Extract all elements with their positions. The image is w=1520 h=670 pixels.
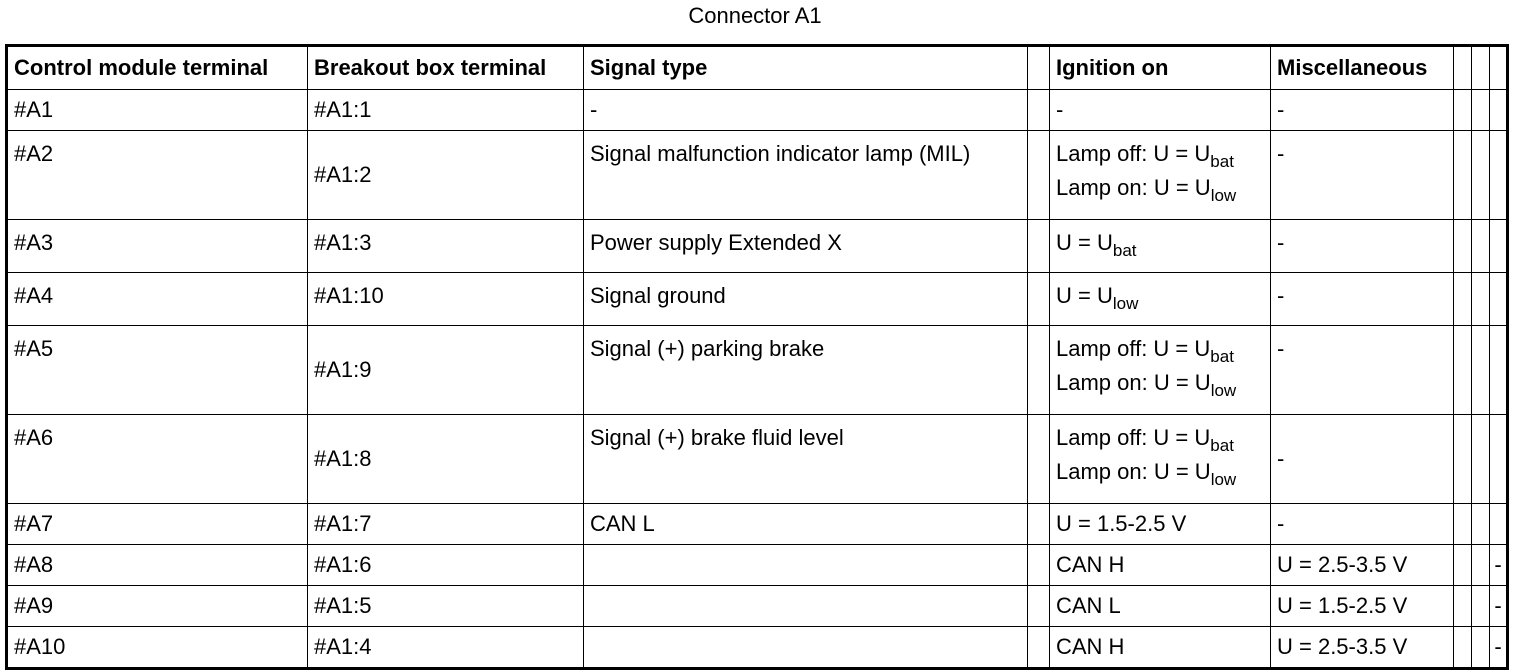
cell-signal-type: Signal ground: [584, 273, 1028, 326]
cell-extra: -: [1490, 545, 1508, 586]
table-row: [7, 220, 1508, 273]
cell-signal-type: Signal (+) parking brake: [584, 326, 1028, 415]
cell-breakout-box-terminal: #A1:7: [308, 504, 584, 545]
ignition-text: Lamp off: U = U: [1056, 336, 1211, 361]
cell-signal-type: CAN L: [584, 504, 1028, 545]
cell-breakout-box-terminal: #A1:2: [308, 131, 584, 220]
cell-breakout-box-terminal: #A1:10: [308, 273, 584, 326]
cell-breakout-box-terminal: #A1:5: [308, 586, 584, 627]
cell-empty: [1028, 545, 1050, 586]
cell-ignition-on: [1050, 220, 1271, 273]
cell-ignition-on: [1050, 131, 1271, 220]
cell-control-module-terminal: #A8: [7, 545, 308, 586]
cell-ignition-on: CAN H: [1050, 545, 1271, 586]
cell-miscellaneous: -: [1271, 273, 1454, 326]
page-title: Connector A1: [688, 3, 822, 28]
cell-signal-type: Power supply Extended X: [584, 220, 1028, 273]
cell-miscellaneous: -: [1271, 131, 1454, 220]
cell-miscellaneous: U = 1.5-2.5 V: [1271, 586, 1454, 627]
ignition-subscript: low: [1112, 294, 1139, 313]
cell-ignition-on: CAN L: [1050, 586, 1271, 627]
ignition-subscript: low: [1210, 470, 1237, 489]
cell-control-module-terminal: #A3: [7, 220, 308, 273]
ignition-line-lamp-off: [1056, 332, 1264, 366]
cell-empty: [1028, 131, 1050, 220]
header-row: [7, 46, 1508, 90]
cell-empty: [1454, 90, 1472, 131]
ignition-subscript: bat: [1210, 436, 1234, 455]
cell-empty: [1472, 545, 1490, 586]
cell-empty: [1490, 326, 1508, 415]
ignition-subscript: low: [1210, 381, 1237, 400]
table-row: [7, 586, 1508, 627]
cell-empty: [1472, 131, 1490, 220]
ignition-subscript: bat: [1210, 347, 1234, 366]
cell-miscellaneous: U = 2.5-3.5 V: [1271, 545, 1454, 586]
cell-miscellaneous: -: [1271, 415, 1454, 504]
ignition-subscript: bat: [1210, 152, 1234, 171]
cell-ignition-on: U = 1.5-2.5 V: [1050, 504, 1271, 545]
ignition-line-lamp-on: [1056, 171, 1264, 205]
table-row: [7, 415, 1508, 504]
cell-empty: [1454, 545, 1472, 586]
table-row: [7, 326, 1508, 415]
cell-empty: [1028, 273, 1050, 326]
header-breakout-box-terminal: Breakout box terminal: [308, 46, 584, 90]
cell-empty: [1490, 273, 1508, 326]
header-miscellaneous: Miscellaneous: [1271, 46, 1454, 90]
cell-empty: [1472, 326, 1490, 415]
ignition-line-lamp-off: [1056, 421, 1264, 455]
ignition-text: Lamp on: U = U: [1056, 175, 1211, 200]
table-row: [7, 131, 1508, 220]
cell-empty: [1472, 504, 1490, 545]
cell-empty: [1490, 220, 1508, 273]
cell-empty: [1472, 586, 1490, 627]
cell-breakout-box-terminal: #A1:6: [308, 545, 584, 586]
cell-control-module-terminal: #A10: [7, 627, 308, 669]
ignition-text: U = U: [1056, 283, 1113, 308]
cell-ignition-on: [1050, 326, 1271, 415]
ignition-line-lamp-on: [1056, 455, 1264, 489]
cell-empty: [1028, 586, 1050, 627]
cell-breakout-box-terminal: #A1:9: [308, 326, 584, 415]
header-empty-1: [1028, 46, 1050, 90]
cell-empty: [1472, 90, 1490, 131]
cell-empty: [1454, 220, 1472, 273]
cell-empty: [1490, 415, 1508, 504]
cell-empty: [1472, 220, 1490, 273]
ignition-text: Lamp off: U = U: [1056, 141, 1211, 166]
ignition-text: Lamp on: U = U: [1056, 459, 1211, 484]
cell-breakout-box-terminal: #A1:8: [308, 415, 584, 504]
table-row: [7, 504, 1508, 545]
table-row: [7, 545, 1508, 586]
cell-signal-type: Signal (+) brake fluid level: [584, 415, 1028, 504]
cell-breakout-box-terminal: #A1:3: [308, 220, 584, 273]
cell-control-module-terminal: #A7: [7, 504, 308, 545]
ignition-subscript: low: [1210, 186, 1237, 205]
cell-signal-type: Signal malfunction indicator lamp (MIL): [584, 131, 1028, 220]
cell-empty: [1454, 586, 1472, 627]
cell-empty: [1028, 220, 1050, 273]
cell-ignition-on: CAN H: [1050, 627, 1271, 669]
header-empty-3: [1472, 46, 1490, 90]
header-signal-type: Signal type: [584, 46, 1028, 90]
cell-empty: [1490, 504, 1508, 545]
cell-empty: [1472, 415, 1490, 504]
cell-empty: [1472, 273, 1490, 326]
cell-breakout-box-terminal: #A1:4: [308, 627, 584, 669]
cell-empty: [1454, 415, 1472, 504]
cell-breakout-box-terminal: #A1:1: [308, 90, 584, 131]
ignition-line-lamp-off: [1056, 137, 1264, 171]
cell-signal-type: [584, 545, 1028, 586]
cell-empty: [1454, 273, 1472, 326]
cell-miscellaneous: -: [1271, 220, 1454, 273]
cell-ignition-on: [1050, 273, 1271, 326]
connector-table: [5, 44, 1509, 670]
cell-empty: [1490, 90, 1508, 131]
cell-empty: [1028, 326, 1050, 415]
ignition-subscript: bat: [1112, 241, 1137, 260]
header-empty-2: [1454, 46, 1472, 90]
cell-miscellaneous: -: [1271, 504, 1454, 545]
cell-miscellaneous: U = 2.5-3.5 V: [1271, 627, 1454, 669]
cell-ignition-on: [1050, 415, 1271, 504]
cell-control-module-terminal: #A6: [7, 415, 308, 504]
cell-control-module-terminal: #A4: [7, 273, 308, 326]
cell-empty: [1028, 90, 1050, 131]
cell-empty: [1028, 504, 1050, 545]
cell-control-module-terminal: #A5: [7, 326, 308, 415]
ignition-line-lamp-on: [1056, 366, 1264, 400]
cell-control-module-terminal: #A1: [7, 90, 308, 131]
ignition-text: Lamp on: U = U: [1056, 370, 1211, 395]
ignition-text: Lamp off: U = U: [1056, 425, 1211, 450]
header-empty-4: [1490, 46, 1508, 90]
cell-control-module-terminal: #A2: [7, 131, 308, 220]
cell-extra: -: [1490, 627, 1508, 669]
ignition-text: U = U: [1056, 230, 1113, 255]
cell-miscellaneous: -: [1271, 90, 1454, 131]
cell-empty: [1454, 131, 1472, 220]
cell-signal-type: -: [584, 90, 1028, 131]
cell-empty: [1490, 131, 1508, 220]
cell-control-module-terminal: #A9: [7, 586, 308, 627]
table-row: [7, 90, 1508, 131]
cell-miscellaneous: -: [1271, 326, 1454, 415]
cell-extra: -: [1490, 586, 1508, 627]
cell-empty: [1454, 326, 1472, 415]
header-ignition-on: Ignition on: [1050, 46, 1271, 90]
cell-empty: [1454, 504, 1472, 545]
cell-ignition-on: -: [1050, 90, 1271, 131]
header-control-module-terminal: Control module terminal: [7, 46, 308, 90]
cell-empty: [1028, 415, 1050, 504]
cell-signal-type: [584, 586, 1028, 627]
table-row: [7, 273, 1508, 326]
